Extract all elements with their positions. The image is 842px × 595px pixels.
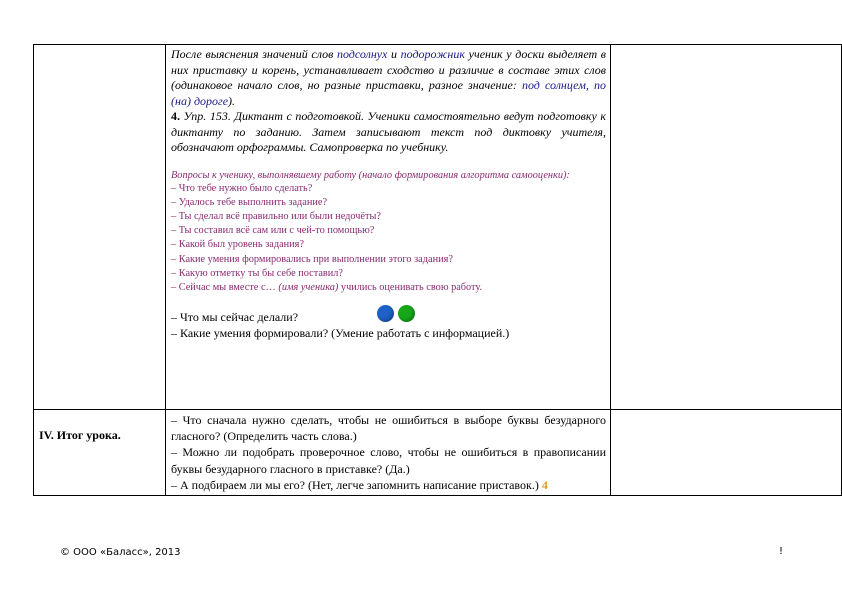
summary-line bbox=[171, 477, 606, 493]
list-item: – Какой был уровень задания? bbox=[171, 239, 304, 251]
list-item-text: – Сейчас мы вместе с… bbox=[171, 281, 279, 293]
task-text: Упр. 153. Диктант с подготовкой. Ученики самостоятельно ведут подготовку к диктанту по заданию. Затем записывают текст под диктовку учителя, обозначают орфограммы. Самопроверка по учебнику. bbox=[171, 109, 606, 154]
student-name-placeholder: (имя ученика) bbox=[278, 281, 339, 293]
reference-number: 4 bbox=[541, 477, 548, 492]
word-podorozhnik: подорожник bbox=[400, 47, 465, 61]
lesson-table bbox=[33, 44, 842, 496]
questions-list bbox=[171, 182, 606, 296]
list-item: – Какую отметку ты бы себе поставил? bbox=[171, 267, 343, 279]
blue-circle-icon bbox=[377, 305, 394, 322]
stage-cell-empty bbox=[34, 45, 166, 410]
summary-line: – Что сначала нужно сделать, чтобы не ошибиться в выборе буквы безударного гласного? (Определить часть слова.) bbox=[171, 413, 606, 444]
questions-title: Вопросы к ученику, выполнявшему работу (начало формирования алгоритма самооценки): bbox=[171, 169, 570, 181]
table-row bbox=[34, 410, 842, 496]
list-item: – Что тебе нужно было сделать? bbox=[171, 182, 313, 194]
green-circle-icon bbox=[398, 305, 415, 322]
summary-cell bbox=[166, 410, 611, 496]
meaning-examples: под солнцем, по (на) дороге bbox=[171, 78, 606, 108]
notes-cell bbox=[611, 410, 842, 496]
copyright-footer: © ООО «Баласс», 2013 bbox=[60, 547, 181, 558]
summary-line: – Можно ли подобрать проверочное слово, чтобы не ошибиться в правописании буквы безударного гласного в приставке? (Да.) bbox=[171, 445, 606, 476]
task-paragraph bbox=[171, 109, 606, 156]
table-row bbox=[34, 45, 842, 410]
list-item: – Какие умения формировались при выполнении этого задания? bbox=[171, 253, 453, 265]
word-podsolnukh: подсолнух bbox=[336, 47, 388, 61]
recap-block bbox=[171, 309, 606, 341]
task-number: 4. bbox=[171, 109, 180, 123]
activity-cell bbox=[166, 45, 611, 410]
list-item bbox=[171, 281, 606, 295]
list-item: – Ты сделал всё правильно или были недочёты? bbox=[171, 210, 381, 222]
list-item-text: учились оценивать свою работу. bbox=[338, 281, 483, 293]
notes-cell bbox=[611, 45, 842, 410]
list-item: – Удалось тебе выполнить задание? bbox=[171, 196, 328, 208]
page-mark: ! bbox=[779, 546, 784, 557]
intro-paragraph bbox=[171, 47, 606, 109]
stage-title: IV. Итог урока. bbox=[34, 410, 166, 496]
intro-text: ). bbox=[228, 93, 236, 108]
recap-question-2: – Какие умения формировали? (Умение работать с информацией.) bbox=[171, 326, 510, 341]
intro-text: После выяснения значений слов bbox=[171, 47, 337, 61]
intro-text: ученик у доски выделяет в них приставку и корень, устанавливает сходство и различие в составе этих слов (одинаковое начало слов, но разные приставки, разное значение: bbox=[171, 47, 607, 92]
recap-question-1: – Что мы сейчас делали? bbox=[171, 310, 299, 325]
list-item: – Ты составил всё сам или с чей-то помощью? bbox=[171, 225, 375, 237]
intro-text: и bbox=[387, 47, 401, 61]
summary-text: – А подбираем ли мы его? (Нет, легче запомнить написание приставок.) bbox=[171, 477, 542, 492]
